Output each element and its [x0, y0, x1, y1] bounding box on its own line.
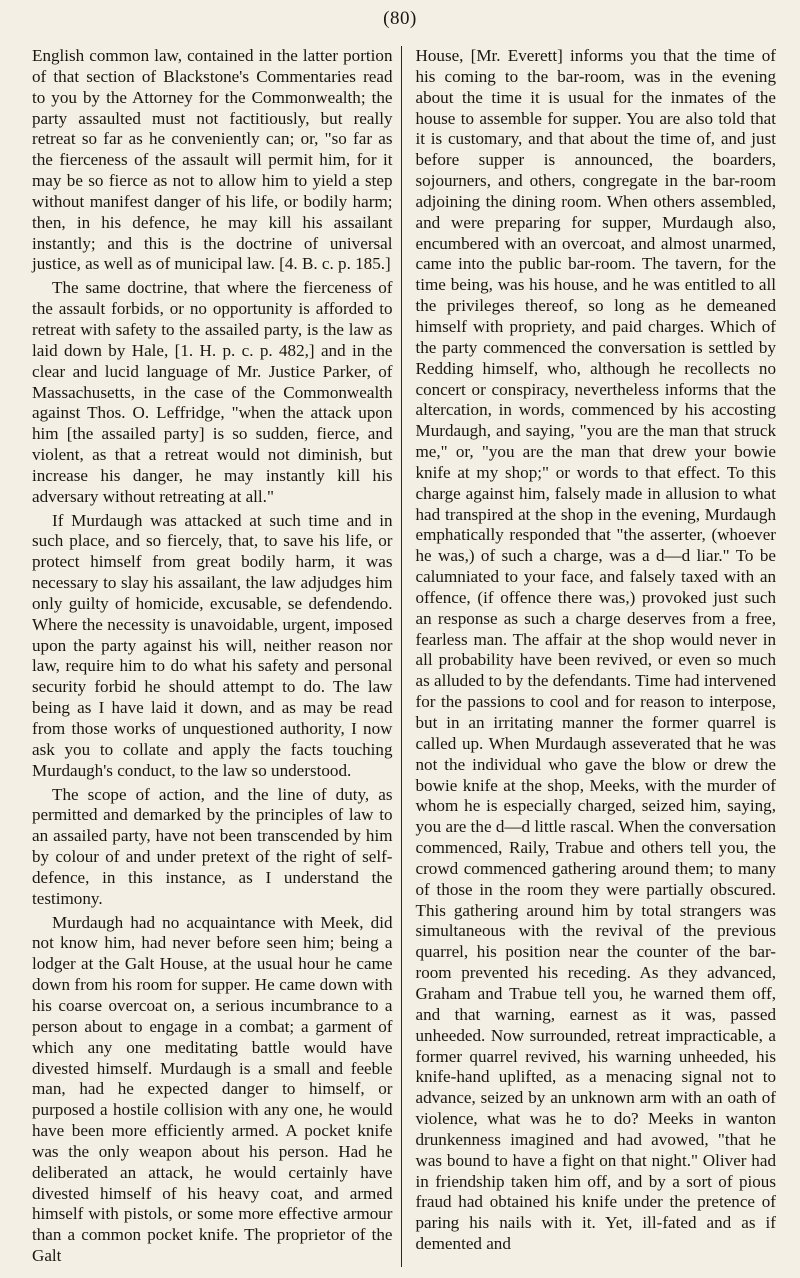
right-column: [414, 46, 777, 1255]
page-number: (80): [383, 8, 417, 29]
paragraph: If Murdaugh was attacked at such time and in such place, and so fiercely, that, to save his life, or protect himself from great bodily harm, it was necessary to slay his assailant, the law adjudges him only guilty of homicide, excusable, se defendendo. Where the necessity is unavoidable, urgent, imposed upon the party against his will, neither reason nor law, require him to do what his safety and personal security forbid he should attempt to do. The law being as I have laid it down, and as may be read from those works of unquestioned authority, I now ask you to collate and apply the facts touching Murdaugh's conduct, to the law so understood.: [32, 510, 393, 780]
left-column: [32, 46, 402, 1267]
paragraph: House, [Mr. Everett] informs you that the time of his coming to the bar-room, was in the evening about the time it is usual for the inmates of the house to assemble for supper. You are also told that it is customary, and that about the time of, and just before supper is announced, the boarders, sojourners, and others, congregate in the bar-room adjoining the dining room. When others assembled, and were preparing for supper, Murdaugh also, encumbered with an overcoat, and almost unarmed, came into the public bar-room. The tavern, for the time being, was his house, and he was entitled to all the privileges thereof, so long as he demeaned himself with propriety, and paid charges. Which of the party commenced the conversation is settled by Redding himself, who, although he recollects no concert or conspiracy, nevertheless informs that the altercation, in words, commenced by his accosting Murdaugh, and saying, "you are the man that struck me," or, "you are the man that drew your bowie knife at my shop;" or words to that effect. To this charge against him, falsely made in allusion to what had transpired at the shop in the evening, Murdaugh emphatically responded that "the asserter, (whoever he was,) of such a charge, was a d—d liar." To be calumniated to your face, and falsely taxed with an offence, (if offence there was,) provoked just such an response as such a charge deserves from a free, fearless man. The affair at the shop would never in all probability have been revived, or even so much as alluded to by the defendants. Time had intervened for the passions to cool and for reason to interpose, but in an irritating manner the former quarrel is called up. When Murdaugh asseverated that he was not the individual who gave the blow or drew the bowie knife at the shop, Meeks, with the murder of whom he is especially charged, seized him, saying, you are the d—d little rascal. When the conversation commenced, Raily, Trabue and others tell you, the crowd commenced gathering around them; to many of those in the room they were partially obscured. This gathering around him by total strangers was simultaneous with the revival of the previous quarrel, his position near the counter of the bar-room prevented his receding. As they advanced, Graham and Trabue tell you, he warned them off, and that warning, earnest as it was, passed unheeded. Now surrounded, retreat impracticable, a former quarrel revived, his warning unheeded, his knife-hand uplifted, as a menacing signal not to advance, seized by an unknown arm with an oath of violence, what was he to do? Meeks in wanton drunkenness imagined and had avowed, "that he was bound to have a fight on that night." Oliver had in friendship taken him off, and by a sort of pious fraud had obtained his knife under the pretence of paring his nails with it. Yet, ill-fated and as if demented and: [415, 46, 776, 1254]
paragraph: English common law, contained in the latter portion of that section of Blackstone's Commentaries read to you by the Attorney for the Commonwealth; the party assaulted must not factitiously, but really retreat so far as he conveniently can; or, "so far as the fierceness of the assault will permit him, for it may be so fierce as not to allow him to yield a step without manifest danger of his life, or bodily harm; then, in his defence, he may kill his assailant instantly; and this is the doctrine of universal justice, as well as of municipal law. [4. B. c. p. 185.]: [32, 46, 393, 274]
paragraph: The same doctrine, that where the fierceness of the assault forbids, or no opportunity is afforded to retreat with safety to the assailed party, is the law as laid down by Hale, [1. H. p. c. p. 482,] and in the clear and lucid language of Mr. Justice Parker, of Massachusetts, in the case of the Commonwealth against Thos. O. Leffridge, "when the attack upon him [the assailed party] is so sudden, fierce, and violent, as that a retreat would not diminish, but increase his danger, he may instantly kill his adversary without retreating at all.": [32, 278, 393, 506]
paragraph: The scope of action, and the line of duty, as permitted and demarked by the principles of law to an assailed party, have not been transcended by him by colour of and under pretext of the right of self-defence, in this instance, as I understand the testimony.: [32, 784, 393, 908]
paragraph: Murdaugh had no acquaintance with Meek, did not know him, had never before seen him; being a lodger at the Galt House, at the usual hour he came down from his room for supper. He came down with his coarse overcoat on, a serious incumbrance to a person about to engage in a combat; a garment of which any one meditating battle would have divested himself. Murdaugh is a small and feeble man, had he expected danger to himself, or purposed a hostile collision with any one, he would have been more efficiently armed. A pocket knife was the only weapon about his person. Had he deliberated an attack, he would certainly have divested himself of his heavy coat, and armed himself with pistols, or some more effective armour than a common pocket knife. The proprietor of the Galt: [32, 912, 393, 1266]
text-columns: [32, 46, 776, 1267]
